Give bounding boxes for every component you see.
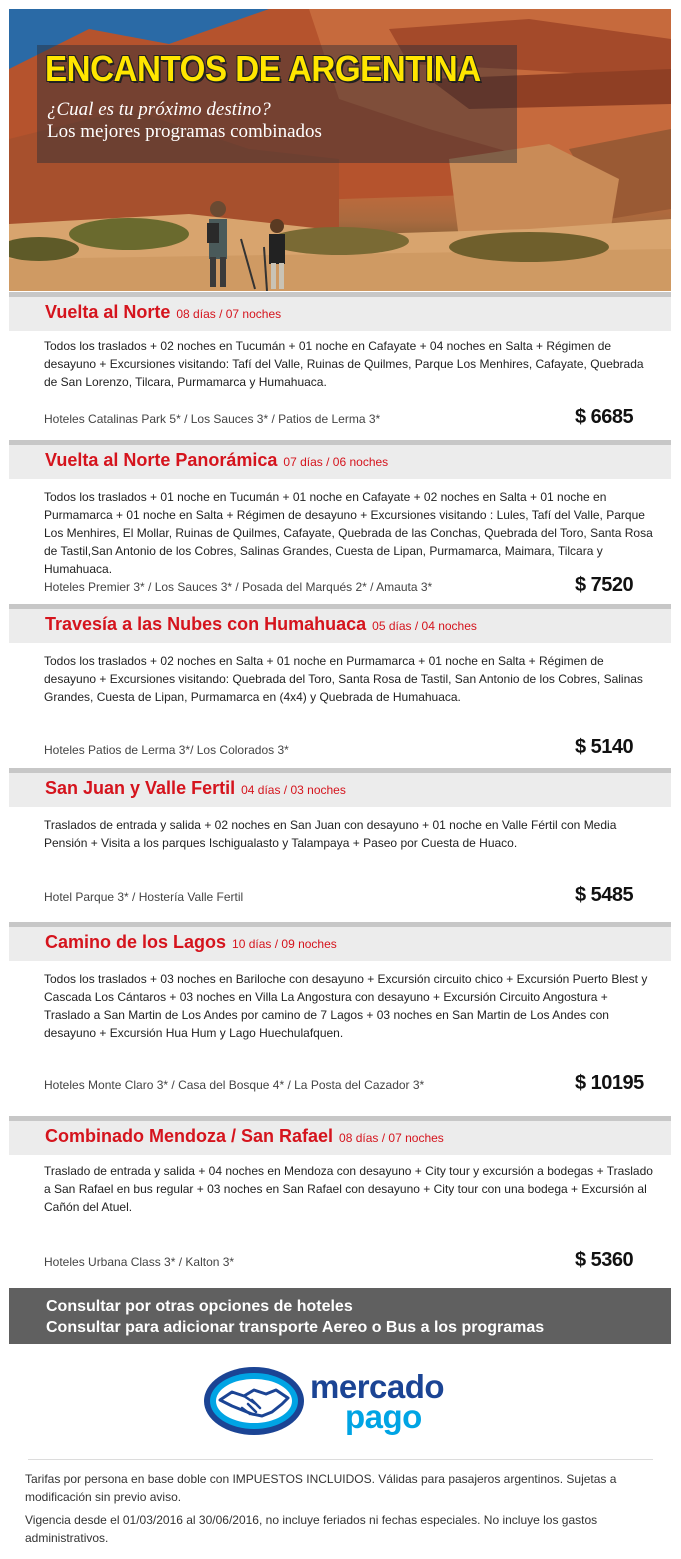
program-description: Traslado de entrada y salida + 04 noches en Mendoza con desayuno + City tour y excursión a bodegas + Traslado a San Rafael en bus regular + 03 noches en San Rafael con desayuno + City tour con una bodega + Excursión al Cañón del Atuel. [44, 1164, 653, 1214]
program-hotels: Hoteles Monte Claro 3* / Casa del Bosque 4* / La Posta del Cazador 3* [44, 1078, 425, 1092]
program-description: Todos los traslados + 01 noche en Tucumán + 01 noche en Cafayate + 02 noches en Salta + 01 noche en Purmamarca + 01 noche en Salta + Régimen de desayuno + Excursiones visitando : Lules, Tafí del Valle, Parque Los Menhires, El Mollar, Ruinas de Quilmes, Cafayate, Quebrada de las Conchas, Quebrada del Toro, Santa Rosa de Tastil,San Antonio de los Cobres, Salinas Grandes, Cuesta de Lipan, Purmamarca, Maimara, Tilcara y Humahuaca. [44, 490, 653, 576]
program-vuelta-al-norte-panoramica [9, 440, 671, 604]
program-san-juan-y-valle-fertil [9, 768, 671, 922]
footer-vigencia-note: Vigencia desde el 01/03/2016 al 30/06/2016, no incluye feriados ni fechas especiales. No incluye los gastos administrativos. [25, 1513, 598, 1545]
program-description: Traslados de entrada y salida + 02 noches en San Juan con desayuno + 01 noche en Valle Fértil con Media Pensión + Visita a los parques Ischigualasto y Talampaya + Paseo por Cuesta de Huaco. [44, 818, 617, 850]
program-travesia-a-las-nubes [9, 604, 671, 768]
program-combinado-mendoza-san-rafael [9, 1116, 671, 1288]
program-vuelta-al-norte [9, 292, 671, 440]
program-duration: 08 días / 07 noches [176, 307, 282, 321]
logo-word-mercado: mercado [310, 1368, 445, 1405]
footer-tarifas-note: Tarifas por persona en base doble con IMPUESTOS INCLUIDOS. Válidas para pasajeros argentinos. Sujetas a modificación sin previo aviso. [25, 1472, 617, 1504]
program-duration: 10 días / 09 noches [232, 937, 337, 951]
hero-subtitle: ¿Cual es tu próximo destino? [47, 99, 271, 120]
hero-title: ENCANTOS DE ARGENTINA [45, 48, 481, 89]
program-hotels: Hoteles Catalinas Park 5* / Los Sauces 3* / Patios de Lerma 3* [44, 412, 381, 426]
program-price: $ 6685 [575, 406, 634, 428]
program-price: $ 5140 [575, 736, 634, 758]
program-header [9, 768, 671, 807]
consult-hotels-text: Consultar por otras opciones de hoteles [46, 1298, 353, 1315]
program-description: Todos los traslados + 02 noches en Tucumán + 01 noche en Cafayate + 04 noches en Salta + Régimen de desayuno + Excursiones visitando: Tafí del Valle, Ruinas de Quilmes, Parque Los Menhires, Cafayate, Quebrada de San Lorenzo, Tilcara, Purmamarca y Humahuaca. [44, 339, 644, 389]
program-description: Todos los traslados + 03 noches en Bariloche con desayuno + Excursión circuito chico + Excursión Puerto Blest y Cascada Los Cántaros + 03 noches en Villa La Angostura con desayuno + Excursión Circuito Angostura + Traslado a San Martin de Los Andes por camino de 7 Lagos + 03 noches en San Martin de Los Andes con desayuno + Excursión Hua Hum y Lago Huechulafquen. [44, 972, 648, 1040]
program-header [9, 922, 671, 961]
logo-word-pago: pago [345, 1398, 422, 1435]
program-title: San Juan y Valle Fertil [45, 778, 236, 798]
program-hotels: Hoteles Urbana Class 3* / Kalton 3* [44, 1255, 235, 1269]
program-title: Travesía a las Nubes con Humahuaca [45, 614, 367, 634]
program-duration: 05 días / 04 noches [372, 619, 477, 633]
program-camino-de-los-lagos [9, 922, 671, 1116]
divider [28, 1459, 653, 1460]
program-duration: 07 días / 06 noches [283, 455, 389, 469]
program-price: $ 5485 [575, 884, 634, 906]
program-title: Vuelta al Norte [45, 302, 171, 322]
program-title: Camino de los Lagos [45, 932, 227, 952]
program-duration: 08 días / 07 noches [339, 1131, 444, 1145]
hero-subtitle-2: Los mejores programas combinados [47, 121, 322, 142]
program-price: $ 10195 [575, 1072, 644, 1094]
mercado-pago-logo [200, 1364, 470, 1438]
program-description: Todos los traslados + 02 noches en Salta + 01 noche en Purmamarca + 01 noche en Salta + Régimen de desayuno + Excursiones visitando: Quebrada del Toro, Santa Rosa de Tastil, San Antonio de los Cobres, Salinas Grandes, Cuesta de Lipan, Purmamarca en (4x4) y Quebrada de Humahuaca. [44, 654, 643, 704]
program-title: Combinado Mendoza / San Rafael [45, 1126, 334, 1146]
consult-banner [9, 1288, 671, 1344]
program-header [9, 1116, 671, 1155]
program-header [9, 440, 671, 479]
program-hotels: Hoteles Patios de Lerma 3*/ Los Colorados 3* [44, 743, 289, 757]
hero-banner [9, 9, 671, 291]
program-duration: 04 días / 03 noches [241, 783, 346, 797]
consult-transport-text: Consultar para adicionar transporte Aereo o Bus a los programas [46, 1319, 545, 1336]
program-price: $ 7520 [575, 574, 634, 596]
handshake-icon [202, 1364, 306, 1438]
program-hotels: Hoteles Premier 3* / Los Sauces 3* / Posada del Marqués 2* / Amauta 3* [44, 580, 433, 594]
program-header [9, 604, 671, 643]
program-header [9, 292, 671, 331]
program-price: $ 5360 [575, 1249, 634, 1271]
program-title: Vuelta al Norte Panorámica [45, 450, 278, 470]
program-hotels: Hotel Parque 3* / Hostería Valle Fertil [44, 890, 244, 904]
